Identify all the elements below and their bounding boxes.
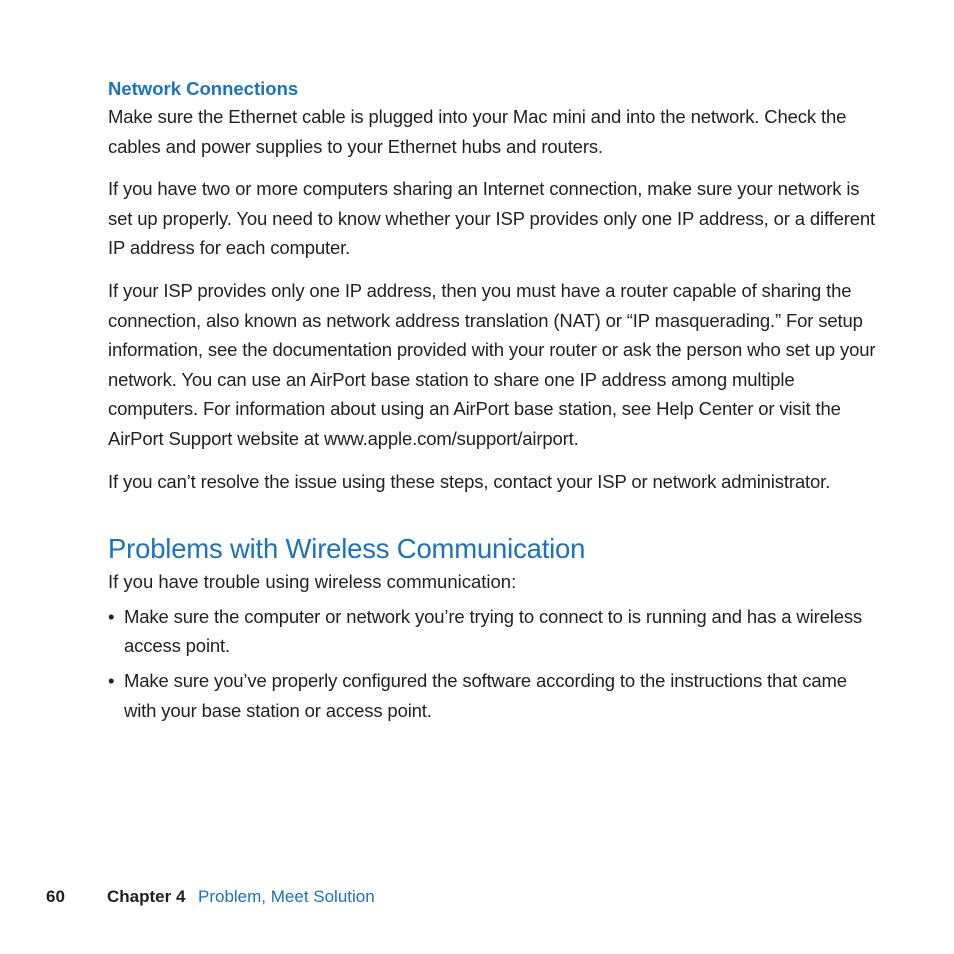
list-item [108,666,878,725]
wireless-bullet-list [108,602,878,725]
page-content [108,76,878,730]
heading-wireless-problems: Problems with Wireless Communication [108,533,586,565]
page-number: 60 [46,887,65,906]
chapter-label: Chapter 4 [107,887,186,906]
paragraph-ethernet-cable: Make sure the Ethernet cable is plugged into your Mac mini and into the network. Check the cables and power supplies to your Ethernet hubs and routers. [108,106,847,157]
bullet-text: Make sure the computer or network you’re trying to connect to is running and has a wireless access point. [124,605,863,657]
paragraph-router-nat: If your ISP provides only one IP address, then you must have a router capable of sharing the connection, also known as network address translation (NAT) or “IP masquerading.” For setup information, see the documentation provided with your router or ask the person who set up your network. You can use an AirPort base station to share one IP address among multiple computers. For information about using an AirPort base station, see Help Center or visit the AirPort Support website at www.apple.com/support/airport. [108,279,876,449]
paragraph-contact-isp: If you can’t resolve the issue using these steps, contact your ISP or network administrator. [108,470,831,492]
paragraph-shared-connection: If you have two or more computers sharing an Internet connection, make sure your network is set up properly. You need to know whether your ISP provides only one IP address, or a different IP address for each computer. [108,178,876,259]
list-item [108,602,878,661]
wireless-intro: If you have trouble using wireless communication: [108,571,517,593]
bullet-icon: • [108,669,115,691]
subheading-network-connections: Network Connections [108,78,299,99]
bullet-text: Make sure you’ve properly configured the software according to the instructions that came with your base station or access point. [124,669,847,721]
bullet-icon: • [108,605,115,627]
chapter-title: Problem, Meet Solution [198,887,375,906]
